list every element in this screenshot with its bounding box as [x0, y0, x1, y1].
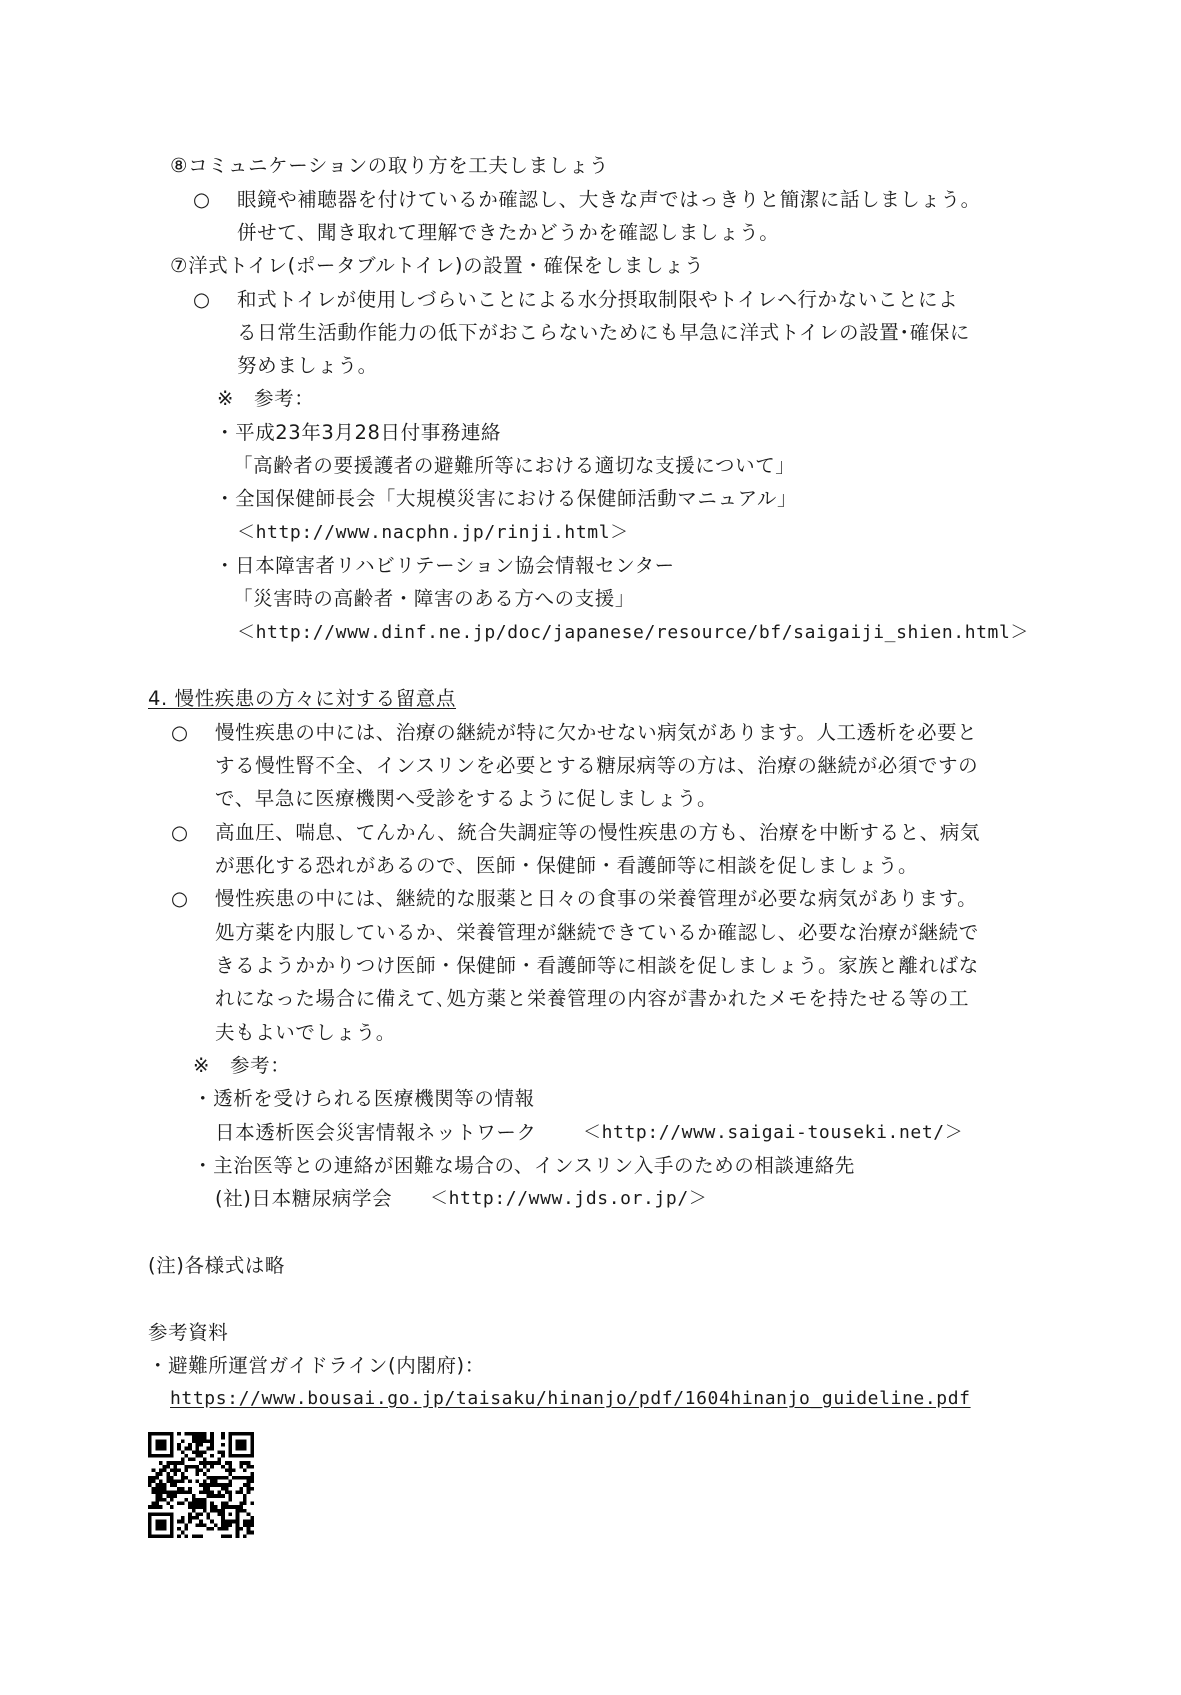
- section4-p3-line-2: 処方薬を内服しているか、栄養管理が継続できているか確認し、必要な治療が継続で: [215, 921, 979, 944]
- section4-bullet-3: ○: [171, 887, 189, 910]
- section4-p3-line-3: きるようかかりつけ医師・保健師・看護師等に相談を促しましょう。家族と離ればな: [215, 954, 979, 977]
- section4-p2-line-2: が悪化する恐れがあるので、医師・保健師・看護師等に相談を促しましょう。: [215, 854, 919, 877]
- item8-heading: ⑧コミュニケーションの取り方を工夫しましょう: [170, 154, 610, 177]
- dialysis-org: 日本透析医会災害情報ネットワーク: [215, 1121, 537, 1144]
- item8-line-1: 眼鏡や補聴器を付けているか確認し、大きな声ではっきりと簡潔に話しましょう。: [237, 188, 981, 211]
- references-link[interactable]: https://www.bousai.go.jp/taisaku/hinanjo/pdf/1604hinanjo_guideline.pdf: [170, 1388, 971, 1409]
- qr-code-icon[interactable]: [148, 1432, 254, 1538]
- ref-note: ※ 参考：: [217, 387, 315, 410]
- item7-line-1: 和式トイレが使用しづらいことによる水分摂取制限やトイレへ行かないことによ: [237, 288, 959, 311]
- section4-bullet-1: ○: [171, 721, 189, 744]
- item8-bullet: ○: [193, 188, 211, 211]
- ref-item-3-link[interactable]: ＜http://www.dinf.ne.jp/doc/japanese/resource/bf/saigaiji_shien.html＞: [237, 622, 1030, 643]
- section4-bullet-2: ○: [171, 821, 189, 844]
- references-item: ・避難所運営ガイドライン(内閣府)：: [148, 1354, 485, 1377]
- section4-p2-line-1: 高血圧、喘息、てんかん、統合失調症等の慢性疾患の方も、治療を中断すると、病気: [215, 821, 980, 844]
- ref-item-2: ・全国保健師長会「大規模災害における保健師活動マニュアル」: [215, 487, 798, 510]
- ref-item-1-title: 「高齢者の要援護者の避難所等における適切な支援について」: [233, 454, 796, 477]
- insulin-title: ・主治医等との連絡が困難な場合の、インスリン入手のための相談連絡先: [193, 1154, 855, 1177]
- dialysis-link[interactable]: ＜http://www.saigai-touseki.net/＞: [583, 1122, 964, 1143]
- item7-line-2: る日常生活動作能力の低下がおこらないためにも早急に洋式トイレの設置･確保に: [237, 321, 970, 344]
- section4-p3-line-1: 慢性疾患の中には、継続的な服薬と日々の食事の栄養管理が必要な病気があります。: [215, 887, 978, 910]
- footnote: (注)各様式は略: [148, 1254, 286, 1277]
- item7-heading: ⑦洋式トイレ(ポータブルトイレ)の設置・確保をしましょう: [170, 254, 705, 277]
- section4-ref-note: ※ 参考：: [193, 1054, 291, 1077]
- ref-item-3: ・日本障害者リハビリテーション協会情報センター: [215, 554, 675, 577]
- item7-line-3: 努めましょう。: [237, 354, 378, 377]
- section4-p1-line-3: で、早急に医療機関へ受診をするように促しましょう。: [215, 787, 718, 810]
- section4-p1-line-1: 慢性疾患の中には、治療の継続が特に欠かせない病気があります。人工透析を必要と: [215, 721, 978, 744]
- section4-heading: 4. 慢性疾患の方々に対する留意点: [148, 687, 457, 710]
- section4-p3-line-4: れになった場合に備えて､処方薬と栄養管理の内容が書かれたメモを持たせる等の工: [215, 987, 970, 1010]
- references-title: 参考資料: [148, 1321, 229, 1344]
- ref-item-3-title: 「災害時の高齢者・障害のある方への支援」: [233, 587, 636, 610]
- item7-bullet: ○: [193, 288, 211, 311]
- section4-p1-line-2: する慢性腎不全、インスリンを必要とする糖尿病等の方は、治療の継続が必須ですの: [215, 754, 979, 777]
- insulin-link[interactable]: ＜http://www.jds.or.jp/＞: [430, 1188, 708, 1209]
- ref-item-2-link[interactable]: ＜http://www.nacphn.jp/rinji.html＞: [237, 522, 629, 543]
- dialysis-title: ・透析を受けられる医療機関等の情報: [193, 1087, 535, 1110]
- ref-item-1: ・平成23年3月28日付事務連絡: [215, 421, 502, 444]
- section4-p3-line-5: 夫もよいでしょう。: [215, 1021, 396, 1044]
- item8-line-2: 併せて、聞き取れて理解できたかどうかを確認しましょう。: [237, 221, 780, 244]
- insulin-org: (社)日本糖尿病学会: [215, 1187, 393, 1210]
